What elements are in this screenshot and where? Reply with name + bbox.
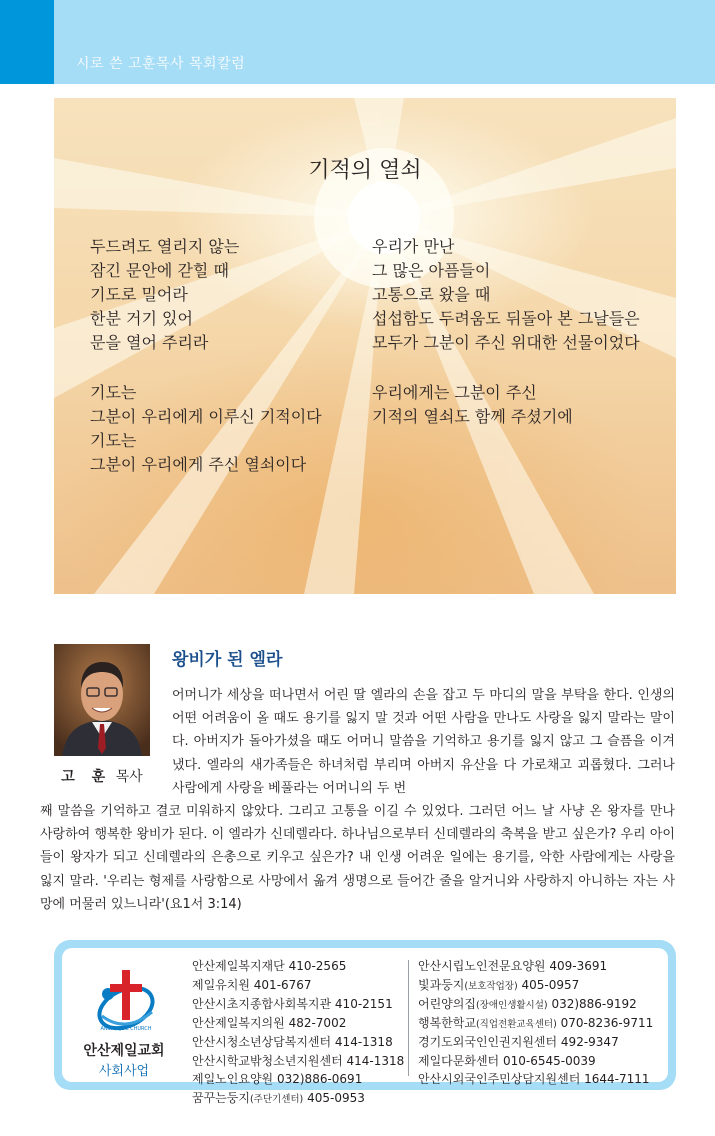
directory-entry: 안산시외국인주민상담지원센터 1644-7111 xyxy=(418,1072,650,1087)
directory-entry: 제일유치원 401-6767 xyxy=(192,977,312,992)
directory-entry: 제일노인요양원 032)886-0691 xyxy=(192,1072,363,1087)
poem-line: 기도로 밀어라 xyxy=(90,285,188,304)
poem-line: 한분 거기 있어 xyxy=(90,309,193,328)
poem-line: 우리가 만난 xyxy=(372,237,455,256)
poem-line: 기도는 xyxy=(90,383,137,402)
directory-entry: 제일다문화센터 010-6545-0039 xyxy=(418,1053,596,1068)
directory-entry: 꿈꾸는둥지(주단기센터) 405-0953 xyxy=(192,1091,365,1106)
author-caption xyxy=(54,766,150,786)
poem-title: 기적의 열쇠 xyxy=(308,158,422,183)
essay-paragraph-1: 어머니가 세상을 떠나면서 어린 딸 엘라의 손을 잡고 두 마디의 말을 부탁을 한다. 인생의 어떤 어려움이 올 때도 용기를 잃지 말 것과 어떤 사람을 만나도 사랑을 잃지 말라는 말이다. 아버지가 돌아가셨을 때도 어머니 말씀을 기억하고 용기를 잃지 않고 그 슬픔을 이겨냈다. 엘라의 새가족들은 하녀처럼 부리며 아버지 유산을 다 가로채고 괴롭혔다. 그러나 사람에게 사랑을 베풀라는 어머니의 두 번 xyxy=(172,688,675,796)
poem-line: 우리에게는 그분이 주신 xyxy=(372,383,537,402)
directory-column-1 xyxy=(192,958,404,1109)
directory-entry: 행복한학교(직업전환교육센터) 070-8236-9711 xyxy=(418,1015,654,1030)
directory-entry: 어린양의집(장애인생활시설) 032)886-9192 xyxy=(418,996,637,1011)
poem-left-stanza-2 xyxy=(90,381,322,477)
church-logo-icon xyxy=(82,964,170,1036)
org-subtitle: 사회사업 xyxy=(98,1064,150,1079)
author-name: 고 훈 xyxy=(61,769,112,785)
directory-entry: 안산제일복지의원 482-7002 xyxy=(192,1015,347,1030)
directory-entry: 경기도외국인인권지원센터 492-9347 xyxy=(418,1034,619,1049)
directory-entry: 안산제일복지재단 410-2565 xyxy=(192,959,347,973)
essay-title: 왕비가 된 엘라 xyxy=(172,650,283,670)
ministry-directory-inner xyxy=(62,948,668,1106)
header-title: 시로 쓴 고훈목사 목회칼럼 xyxy=(76,56,246,72)
directory-entry: 안산시청소년상담복지센터 414-1318 xyxy=(192,1034,393,1049)
poem-line: 두드려도 열리지 않는 xyxy=(90,237,240,256)
poem-line: 모두가 그분이 주신 위대한 선물이었다 xyxy=(372,333,640,352)
poem-line: 기적의 열쇠도 함께 주셨기에 xyxy=(372,407,573,426)
essay-paragraph-2: 째 말씀을 기억하고 결코 미워하지 않았다. 그리고 고통을 이길 수 있었다. 그러던 어느 날 사냥 온 왕자를 만나 사랑하여 행복한 왕비가 된다. 이 엘라가 신데렐라다. 하나님으로부터 신데렐라의 축복을 받고 싶은가? 우리 아이들이 왕자가 되고 신데렐라의 은총으로 키우고 싶은가? 내 인생 어려운 일에는 용기를, 악한 사람에게는 사랑을 잃지 말라. '우리는 형제를 사랑함으로 사망에서 옮겨 생명으로 들어간 줄을 알거니와 사랑하지 아니하는 자는 사망에 머물러 있느니라'(요1서 3:14) xyxy=(40,804,675,912)
directory-entry: 안산시학교밖청소년지원센터 414-1318 xyxy=(192,1053,405,1068)
poem-line: 그분이 우리에게 주신 열쇠이다 xyxy=(90,455,307,474)
logo-text: ANSAN JEIL CHURCH xyxy=(100,1026,152,1032)
directory-entry: 안산시립노인전문요양원 409-3691 xyxy=(418,959,608,973)
ministry-directory-box xyxy=(54,940,676,1106)
directory-entry: 빛과둥지(보호작업장) 405-0957 xyxy=(418,977,580,992)
directory-entry: 안산시초지종합사회복지관 410-2151 xyxy=(192,996,393,1011)
page-header xyxy=(0,0,715,84)
poem-line: 섭섭함도 두려움도 뒤돌아 본 그날들은 xyxy=(372,309,640,328)
poem-line: 그 많은 아픔들이 xyxy=(372,261,491,280)
poem-right-stanza-2 xyxy=(372,381,573,429)
header-tab xyxy=(0,0,54,84)
poem-line: 그분이 우리에게 이루신 기적이다 xyxy=(90,407,322,426)
column-divider xyxy=(408,960,409,1076)
poem-right-stanza-1 xyxy=(372,235,640,355)
directory-column-2 xyxy=(418,958,653,1090)
org-name: 안산제일교회 xyxy=(83,1043,165,1059)
poem-panel xyxy=(54,98,676,594)
poem-line: 기도는 xyxy=(90,431,137,450)
author-title: 목사 xyxy=(115,769,143,785)
poem-line: 잠긴 문안에 갇힐 때 xyxy=(90,261,229,280)
poem-left-stanza-1 xyxy=(90,235,239,355)
poem-line: 문을 열어 주리라 xyxy=(90,333,209,352)
author-photo xyxy=(54,644,150,756)
poem-line: 고통으로 왔을 때 xyxy=(372,285,491,304)
